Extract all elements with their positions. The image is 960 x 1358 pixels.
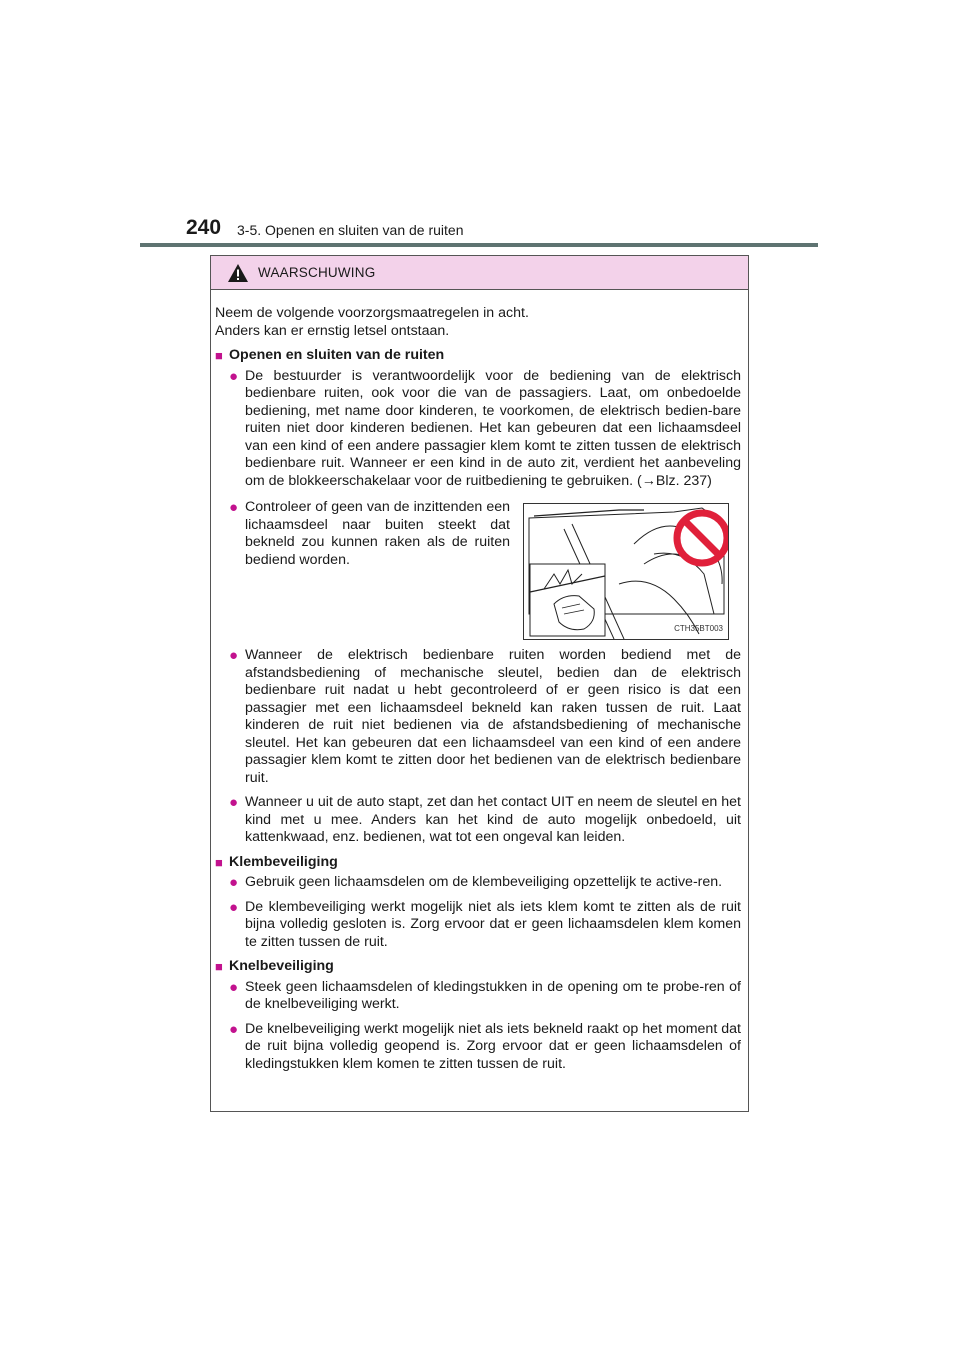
bullet-dot-icon: ● (229, 898, 239, 916)
warning-triangle-icon (227, 263, 249, 283)
bullet-dot-icon: ● (229, 874, 239, 891)
square-bullet-icon: ■ (215, 348, 223, 363)
list-item: ● Steek geen lichaamsdelen of kledingstukken in de opening om te probe-ren of de knelbeveiliging werkt. (229, 978, 741, 1012)
warning-body (211, 290, 748, 1073)
list-item: ● Wanneer u uit de auto stapt, zet dan het contact UIT en neem de sleutel en het kind met u mee. Anders kan het kind de auto mogelijk onbedoeld, uit kattenkwaad, enz. bedienen, wat tot een ongeval kan leiden. (229, 794, 741, 845)
list-item: ● Wanneer de elektrisch bedienbare ruiten worden bediend met de afstandsbediening of mechanische sleutel, bedien dan de elektrisch bedienbare ruit nadat u hebt gecontroleerd of er geen risico is dat een passagier met een lichaamsdeel bekneld kan raken tussen de ruit. Laat kinderen de ruit niet bedienen via de afstandsbediening of mechanische sleutel. Het kan gebeuren dat een lichaamsdeel van een kind of een andere passagier klem komt te zitten door het bedienen van de elektrisch bedienbare ruit. (229, 647, 741, 786)
square-bullet-icon: ■ (215, 854, 223, 870)
list-item: ● Gebruik geen lichaamsdelen om de klembeveiliging opzettelijk te active-ren. (229, 874, 723, 891)
section-heading-windows: ■ Openen en sluiten van de ruiten (215, 347, 445, 363)
warning-header (211, 256, 748, 290)
list-item-with-figure: ● Controleer of geen van de inzittenden een lichaamsdeel naar buiten steekt dat bekneld zou kunnen raken als de ruiten bediend worden. CTH35BT003 (215, 499, 741, 640)
list-item: ● De klembeveiliging werkt mogelijk niet als iets klem komt te zitten als de ruit bijna volledig gesloten is. Zorg ervoor dat er geen lichaamsdelen klem komen te zitten tussen de ruit. (229, 898, 741, 950)
square-bullet-icon: ■ (215, 959, 223, 974)
bullet-dot-icon: ● (229, 1020, 239, 1038)
intro-line-2: Anders kan er ernstig letsel ontstaan. (215, 322, 450, 339)
bullet-dot-icon: ● (229, 367, 239, 385)
section-heading-klembeveiliging: ■ Klembeveiliging (215, 853, 338, 870)
bullet-dot-icon: ● (229, 647, 239, 664)
bullet-dot-icon: ● (229, 978, 239, 996)
prohibition-icon (677, 513, 727, 563)
warning-box (210, 255, 749, 1112)
figure-label: CTH35BT003 (674, 623, 723, 633)
list-item: ● De knelbeveiliging werkt mogelijk niet als iets bekneld raakt op het moment dat de ruit bijna volledig geopend is. Zorg ervoor dat er geen lichaamsdelen of kledingstukken klem komen te zitten tussen de ruit. (229, 1020, 741, 1072)
intro-line-1: Neem de volgende voorzorgsmaatregelen in acht. (215, 305, 529, 321)
list-item: ● De bestuurder is verantwoordelijk voor de bediening van de elektrisch bedienbare ruiten, ook voor die van de passagiers. Laat, om onbedoelde bediening, met name door kinderen, te voorkomen, de elektrisch bedien-bare ruiten niet door kinderen bedienen. Het kan gebeuren dat een lichaamsdeel van een kind of een andere passagier klem komt te zitten tussen de elektrisch bedienbare ruit. Wanneer er een kind in de auto zit, verdient het aanbeveling om de blokkeerschakelaar voor de ruitbediening te gebruiken. (→Blz. 237) (229, 367, 741, 489)
bullet-dot-icon: ● (229, 794, 239, 811)
section-title: 3-5. Openen en sluiten van de ruiten (237, 222, 464, 238)
page-number: 240 (186, 216, 222, 239)
bullet-dot-icon: ● (229, 499, 239, 516)
section-heading-knelbeveiliging: ■ Knelbeveiliging (215, 958, 334, 974)
warning-title: WAARSCHUWING (258, 265, 376, 280)
header-rule (140, 243, 818, 247)
window-pinch-illustration (523, 503, 729, 640)
